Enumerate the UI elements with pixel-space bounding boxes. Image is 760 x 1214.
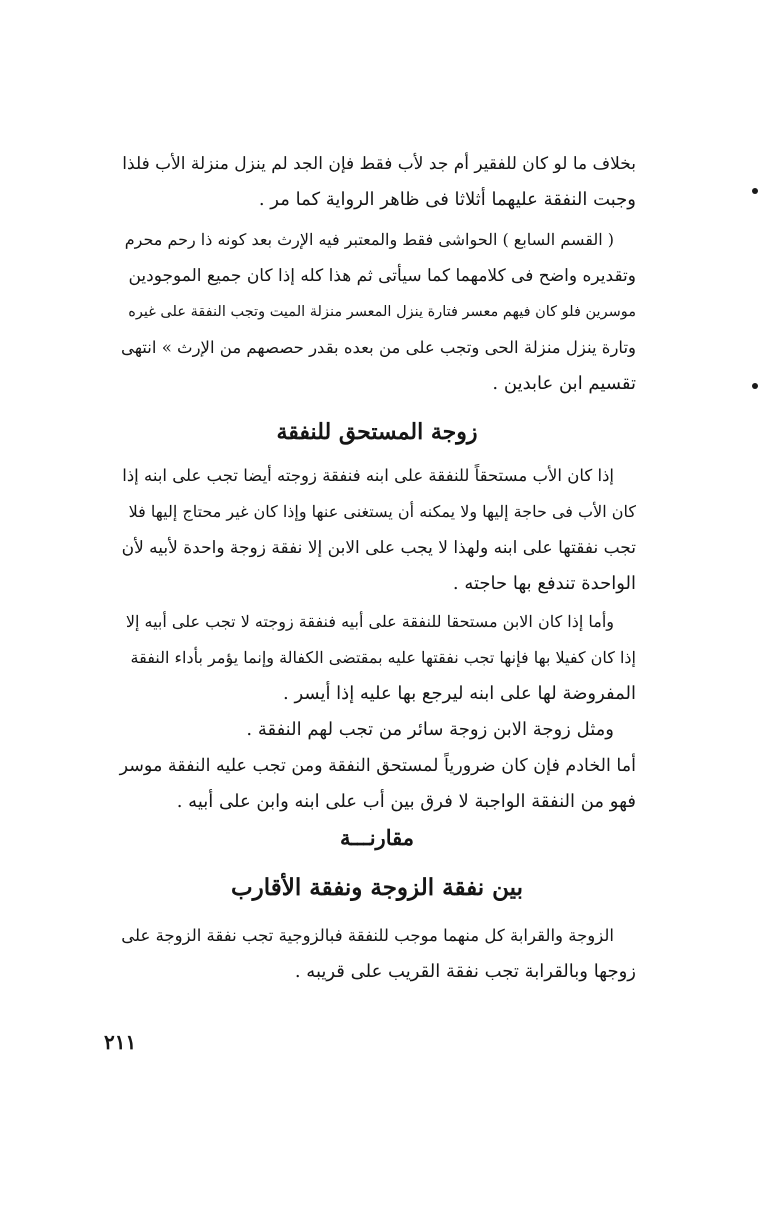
paragraph-1 [118, 146, 636, 218]
text-line: كان الأب فى حاجة إليها ولا يمكنه أن يستغنى عنها وإذا كان غير محتاج إليها فلا [128, 502, 636, 521]
text-line: أما الخادم فإن كان ضرورياً لمستحق النفقة ومن تجب عليه النفقة موسر [119, 756, 636, 776]
text-line: تقسيم ابن عابدين . [492, 373, 636, 394]
text-line: إذا كان كفيلا بها فإنها تجب نفقتها عليه بمقتضى الكفالة وإنما يؤمر بأداء النفقة [130, 648, 636, 667]
text-line: زوجها وبالقرابة تجب نفقة القريب على قريبه . [294, 961, 636, 982]
text-line: إذا كان الأب مستحقاً للنفقة على ابنه فنفقة زوجته أيضا تجب على ابنه إذا [122, 466, 614, 485]
text-line: بخلاف ما لو كان للفقير أم جد لأب فقط فإن الجد لم ينزل منزلة الأب فلذا [122, 154, 636, 174]
text-line: موسرين فلو كان فيهم معسر فتارة ينزل المعسر منزلة الميت وتجب النفقة على غيره [128, 304, 636, 320]
text-line: وتقديره واضح فى كلامهما كما سيأتى ثم هذا كله إذا كان جميع الموجودين [128, 266, 636, 286]
text-line: المفروضة لها على ابنه ليرجع بها عليه إذا أيسر . [283, 683, 636, 704]
section-heading: مقارنـــة [340, 825, 414, 850]
text-line: الواحدة تندفع بها حاجته . [452, 573, 636, 594]
margin-dot-top [752, 188, 758, 194]
text-line: وتارة ينزل منزلة الحى وتجب على من بعده بقدر حصصهم من الإرث » انتهى [120, 338, 636, 357]
text-line: تجب نفقتها على ابنه ولهذا لا يجب على الابن إلا نفقة زوجة واحدة لأبيه لأن [121, 538, 636, 558]
text-line: ( القسم السابع ) الحواشى فقط والمعتبر فيه الإرث بعد كونه ذا رحم محرم [124, 230, 614, 249]
text-line: وجبت النفقة عليهما أثلاثا فى ظاهر الرواية كما مر . [258, 189, 636, 210]
text-line: فهو من النفقة الواجبة لا فرق بين أب على ابنه وابن على أبيه . [176, 791, 636, 812]
margin-dot-bottom [752, 383, 758, 389]
text-line: الزوجة والقرابة كل منهما موجب للنفقة فبالزوجية تجب نفقة الزوجة على [121, 926, 614, 945]
section-subheading: بين نفقة الزوجة ونفقة الأقارب [230, 874, 523, 901]
paragraph-4 [118, 604, 636, 820]
page-number: ٢١١ [104, 1030, 137, 1054]
paragraph-3 [118, 458, 636, 602]
paragraph-2 [118, 222, 636, 402]
paragraph-5 [118, 918, 636, 990]
text-line: ومثل زوجة الابن زوجة سائر من تجب لهم النفقة . [246, 719, 614, 740]
text-line: وأما إذا كان الابن مستحقا للنفقة على أبيه فنفقة زوجته لا تجب على أبيه إلا [125, 612, 614, 631]
section-heading: زوجة المستحق للنفقة [276, 419, 478, 445]
